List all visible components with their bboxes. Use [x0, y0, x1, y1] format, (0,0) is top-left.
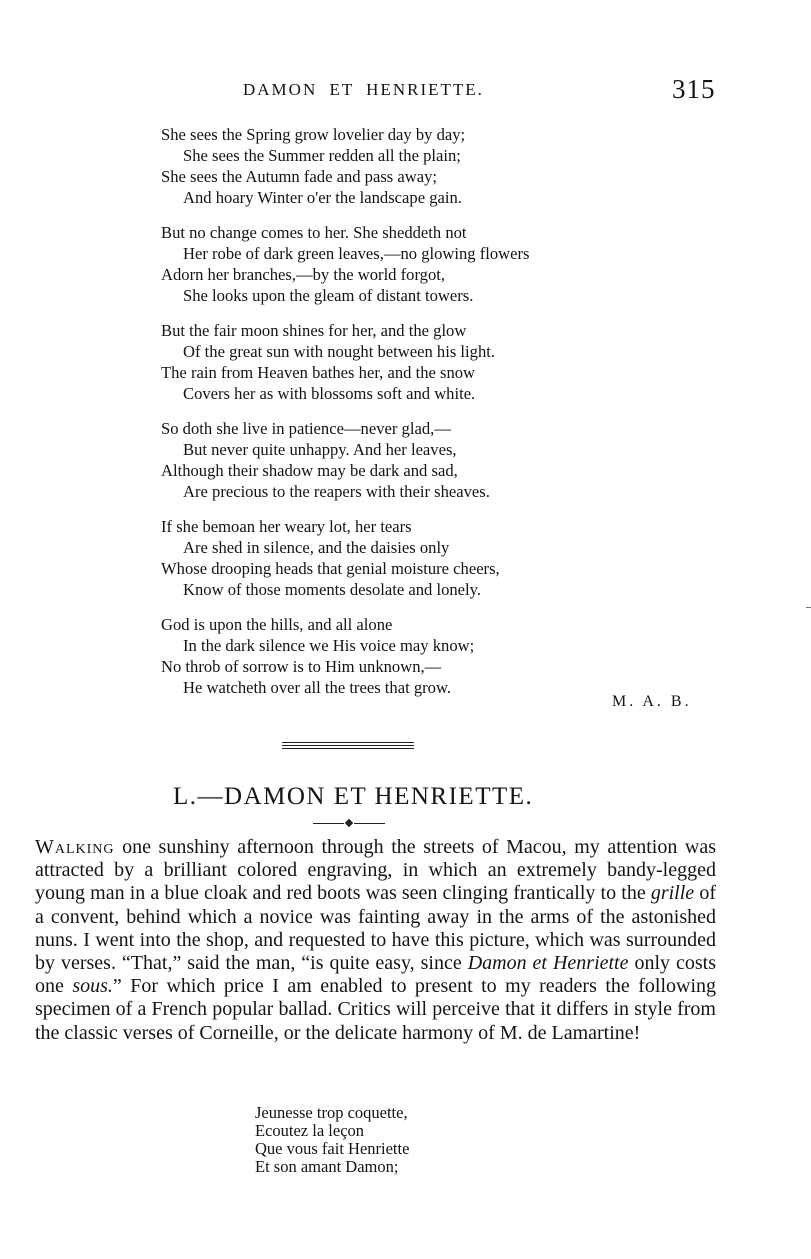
page-number: 315 [672, 74, 716, 104]
poem-line: But the fair moon shines for her, and the glow [161, 321, 467, 340]
poem [161, 124, 681, 712]
section-divider [282, 742, 414, 751]
page-edge-mark [806, 607, 811, 608]
poem-line: The rain from Heaven bathes her, and the snow [161, 363, 476, 382]
poem-line: In the dark silence we His voice may know; [183, 636, 475, 655]
poem-stanza [161, 516, 681, 600]
poem-line: Know of those moments desolate and lonely. [183, 580, 482, 599]
poem-line: God is upon the hills, and all alone [161, 615, 393, 634]
poem-line: Adorn her branches,—by the world forgot, [161, 265, 446, 284]
poem-line: She sees the Summer redden all the plain; [183, 146, 461, 165]
poem-stanza [161, 222, 681, 306]
poem-line: Although their shadow may be dark and sad, [161, 461, 458, 480]
ornament-divider [313, 820, 385, 828]
poem-line: So doth she live in patience—never glad,— [161, 419, 451, 438]
poem-stanza [161, 614, 681, 698]
poem-line: No throb of sorrow is to Him unknown,— [161, 657, 442, 676]
poem-line: Her robe of dark green leaves,—no glowing flowers [183, 244, 530, 263]
poem-line: Whose drooping heads that genial moisture cheers, [161, 559, 500, 578]
poem-line: She looks upon the gleam of distant towers. [183, 286, 474, 305]
poem-line: She sees the Autumn fade and pass away; [161, 167, 438, 186]
poem-line: She sees the Spring grow lovelier day by day; [161, 125, 466, 144]
verse-line: Jeunesse trop coquette, [255, 1103, 408, 1122]
diamond-ornament-icon [345, 819, 353, 827]
poem-line: Covers her as with blossoms soft and white. [183, 384, 476, 403]
poem-line: But never quite unhappy. And her leaves, [183, 440, 457, 459]
poem-line: If she bemoan her weary lot, her tears [161, 517, 412, 536]
poem-signature: M. A. B. [612, 693, 692, 710]
verse-line: Que vous fait Henriette [255, 1139, 410, 1158]
verse-line: Et son amant Damon; [255, 1157, 399, 1176]
drop-word: Walking [35, 836, 115, 858]
poem-line: Of the great sun with nought between his light. [183, 342, 495, 361]
running-head: DAMON ET HENRIETTE. [243, 80, 484, 99]
poem-line: Are precious to the reapers with their sheaves. [183, 482, 490, 501]
poem-line: And hoary Winter o'er the landscape gain. [183, 188, 462, 207]
french-verse [255, 1104, 409, 1176]
poem-line: Are shed in silence, and the daisies only [183, 538, 450, 557]
verse-line: Ecoutez la leçon [255, 1121, 365, 1140]
poem-stanza [161, 124, 681, 208]
chapter-title: L.—DAMON ET HENRIETTE. [173, 783, 534, 810]
poem-stanza [161, 418, 681, 502]
poem-stanza [161, 320, 681, 404]
poem-line: He watcheth over all the trees that grow. [183, 678, 452, 697]
body-paragraph: Walking one sunshiny afternoon through the streets of Macou, my attention was attracted by a brilliant colored engraving, in which an extremely bandy-legged young man in a blue cloak and red boots was seen clinging frantically to the grille of a convent, behind which a novice was fainting away in the arms of the astonished nuns. I went into the shop, and requested to have this picture, which was surrounded by verses. “That,” said the man, “is quite easy, since Damon et Henriette only costs one sous.” For which price I am enabled to present to my readers the following specimen of a French popular ballad. Critics will perceive that it differs in style from the classic verses of Corneille, or the delicate harmony of M. de Lamartine! [35, 836, 716, 1044]
poem-line: But no change comes to her. She sheddeth not [161, 223, 467, 242]
